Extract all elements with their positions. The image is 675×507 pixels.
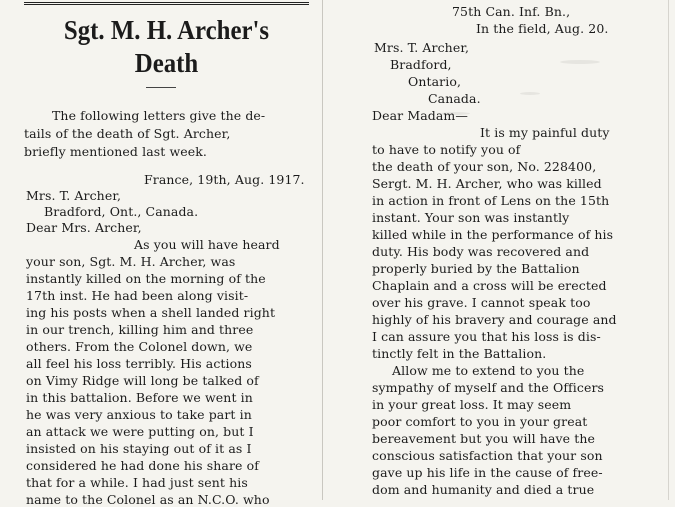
letter-line: gave up his life in the cause of free- — [372, 465, 603, 480]
letter-line: name to the Colonel as an N.C.O. who — [26, 492, 270, 507]
letter-line: insisted on his staying out of it as I — [26, 441, 252, 456]
letter-salutation: Dear Madam— — [372, 108, 468, 123]
letter-line: I can assure you that his loss is dis- — [372, 329, 601, 344]
letter-addressee: Mrs. T. Archer, — [26, 188, 122, 203]
letter-line: in your great loss. It may seem — [372, 397, 572, 412]
letter-date: France, 19th, Aug. 1917. — [144, 172, 305, 187]
letter-line: 17th inst. He had been along visit- — [26, 288, 249, 303]
letter-date: In the field, Aug. 20. — [476, 21, 609, 36]
letter-line: in our trench, killing him and three — [26, 322, 254, 337]
letter-line: conscious satisfaction that your son — [372, 448, 603, 463]
letter-line: bereavement but you will have the — [372, 431, 596, 446]
letter-line: highly of his bravery and courage and — [372, 312, 617, 327]
letter-line: all feel his loss terribly. His actions — [26, 356, 252, 371]
headline-rule — [146, 87, 176, 88]
letter-line: in this battalion. Before we went in — [26, 390, 253, 405]
headline — [35, 14, 297, 80]
letter-address: Bradford, Ont., Canada. — [44, 204, 199, 219]
letter-line: considered he had done his share of — [26, 458, 259, 473]
letter-line: the death of your son, No. 228400, — [372, 159, 597, 174]
letter-line: dom and humanity and died a true — [372, 482, 595, 497]
letter-line: an attack we were putting on, but I — [26, 424, 254, 439]
letter-line: tinctly felt in the Battalion. — [372, 346, 547, 361]
print-smudge — [560, 60, 600, 64]
letter-address: Bradford, — [390, 57, 452, 72]
letter-line: killed while in the performance of his — [372, 227, 614, 242]
letter-line: ing his posts when a shell landed right — [26, 305, 276, 320]
intro-line: briefly mentioned last week. — [24, 144, 208, 159]
letter-address: Canada. — [428, 91, 481, 106]
letter-address: Ontario, — [408, 74, 462, 89]
letter-line: It is my painful duty — [480, 125, 610, 140]
letter-unit: 75th Can. Inf. Bn., — [452, 4, 571, 19]
letter-line: properly buried by the Battalion — [372, 261, 580, 276]
letter-line: instant. Your son was instantly — [372, 210, 570, 225]
letter-line: your son, Sgt. M. H. Archer, was — [26, 254, 236, 269]
letter-line: instantly killed on the morning of the — [26, 271, 266, 286]
letter-line: to have to notify you of — [372, 142, 521, 157]
letter-salutation: Dear Mrs. Archer, — [26, 220, 142, 235]
print-smudge — [520, 92, 540, 95]
letter-addressee: Mrs. T. Archer, — [374, 40, 470, 55]
headline-text: Sgt. M. H. Archer's Death — [63, 15, 270, 78]
letter-line: Chaplain and a cross will be erected — [372, 278, 607, 293]
letter-line: Allow me to extend to you the — [392, 363, 585, 378]
letter-line: Sergt. M. H. Archer, who was killed — [372, 176, 602, 191]
letter-line: that for a while. I had just sent his — [26, 475, 248, 490]
intro-line: The following letters give the de- — [52, 108, 266, 123]
letter-line: duty. His body was recovered and — [372, 244, 590, 259]
letter-line: in action in front of Lens on the 15th — [372, 193, 610, 208]
letter-line: others. From the Colonel down, we — [26, 339, 253, 354]
letter-line: poor comfort to you in your great — [372, 414, 588, 429]
letter-line: As you will have heard — [134, 237, 280, 252]
letter-line: on Vimy Ridge will long be talked of — [26, 373, 259, 388]
letter-line: sympathy of myself and the Officers — [372, 380, 605, 395]
column-divider — [322, 0, 323, 500]
letter-line: he was very anxious to take part in — [26, 407, 252, 422]
letter-line: over his grave. I cannot speak too — [372, 295, 591, 310]
top-double-rule — [24, 2, 309, 5]
intro-line: tails of the death of Sgt. Archer, — [24, 126, 231, 141]
print-smudge — [440, 112, 470, 115]
page-edge — [668, 0, 669, 500]
